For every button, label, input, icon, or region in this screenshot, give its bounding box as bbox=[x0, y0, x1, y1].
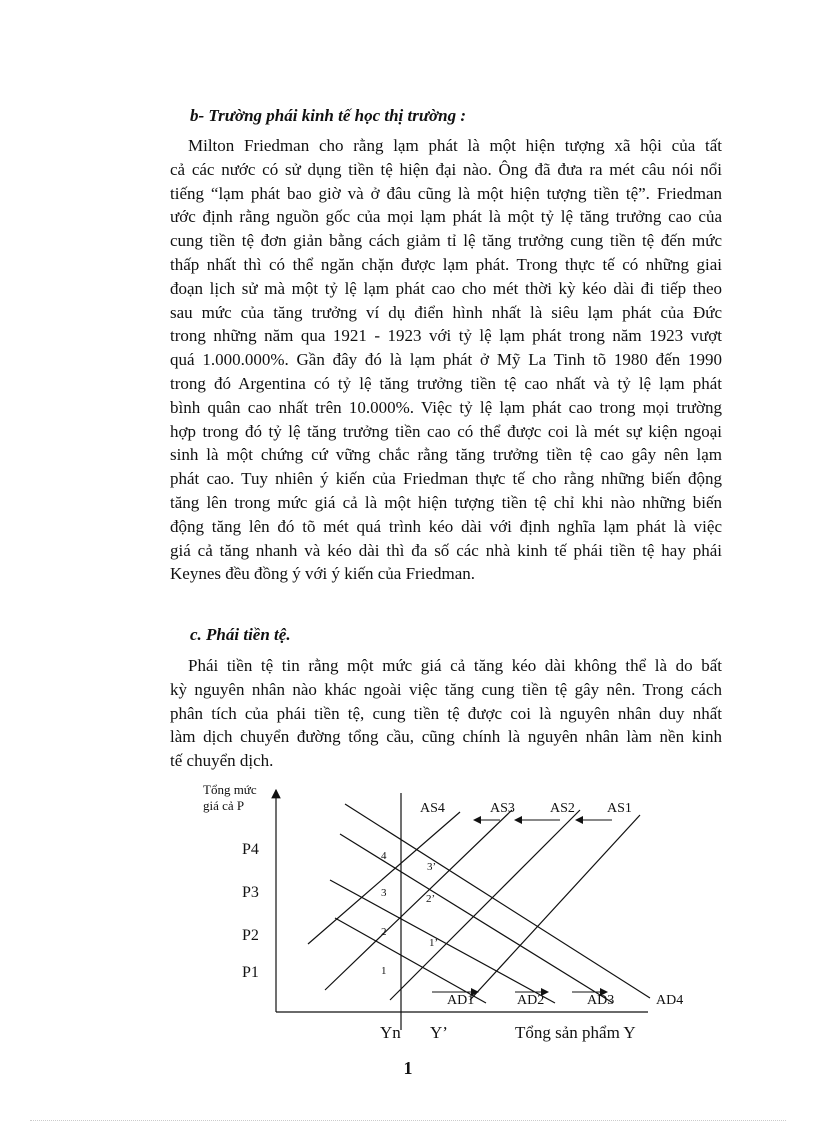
intermediate-point-3: 3’ bbox=[427, 861, 437, 873]
paragraph-line: trong đó Argentina có tỷ lệ tăng trưởng tiền tệ cao nhất và tỷ lệ lạm phát bbox=[170, 373, 722, 393]
equilibrium-point-1: 1 bbox=[381, 965, 387, 977]
ad2-label: AD2 bbox=[517, 993, 545, 1008]
paragraph-line: quá 1.000.000%. Gần đây đó là lạm phát ở Mỹ La Tinh tõ 1980 đến 1990 bbox=[170, 350, 722, 370]
as1-label: AS1 bbox=[607, 801, 632, 816]
paragraph-line: cung tiền tệ đơn giản bằng cách giảm tỉ lệ tăng trưởng cung tiền tệ đến mức bbox=[170, 231, 722, 251]
price-level-p3: P3 bbox=[242, 884, 259, 901]
paragraph-line: đoạn lịch sử mà một tỷ lệ lạm phát cao cho mét thời kỳ kéo dài đi tiếp theo bbox=[170, 278, 722, 298]
paragraph-line: tiếng “lạm phát bao giờ và ở đâu cũng là một hiện tượng tiền tệ”. Friedman bbox=[170, 183, 722, 203]
intermediate-point-2: 2’ bbox=[426, 893, 436, 905]
as4-label: AS4 bbox=[420, 801, 445, 816]
paragraph-line: sau mức của tăng trưởng ví dụ điển hình nhất là siêu lạm phát của Đức bbox=[170, 302, 722, 322]
paragraph-line: Milton Friedman cho rằng lạm phát là một hiện tượng xã hội của tất bbox=[188, 136, 722, 155]
ad1-label: AD1 bbox=[447, 993, 475, 1008]
as2-curve bbox=[390, 810, 580, 1000]
x-axis-label: Tổng sản phẩm Y bbox=[515, 1023, 636, 1042]
paragraph-line: động tăng lên đó tõ mét quá trình kéo dài với định nghĩa lạm phát là việc bbox=[170, 516, 722, 536]
x-tick-y-prime: Y’ bbox=[430, 1023, 448, 1042]
ad2-curve bbox=[330, 880, 555, 1003]
ad1-curve bbox=[335, 918, 486, 1003]
paragraph-line: cả các nước có sử dụng tiền tệ hiện đại nào. Ông đã đưa ra mét câu nói nổi bbox=[170, 159, 722, 179]
y-axis-label-line2: giá cả P bbox=[203, 798, 245, 813]
ad3-label: AD3 bbox=[587, 993, 615, 1008]
y-axis-label-line1: Tổng mức bbox=[203, 782, 257, 797]
paragraph-line: kỳ nguyên nhân nào khác ngoài việc tăng cung tiền tệ gây nên. Trong cách bbox=[170, 679, 722, 699]
paragraph-line: bình quân cao nhất trên 10.000%. Việc tỷ lệ lạm phát cao trong mọi trường bbox=[170, 397, 722, 417]
paragraph-line: giá cả tăng nhanh và kéo dài thì đa số các nhà kinh tế phái tiền tệ hay phái bbox=[170, 540, 722, 560]
intermediate-point-1: 1’ bbox=[429, 937, 439, 949]
paragraph-line: tăng lên trong mức giá cả là một hiện tượng tiền tệ chỉ khi nào những biến bbox=[170, 492, 722, 512]
as4-curve bbox=[308, 812, 460, 944]
ad4-curve bbox=[345, 804, 650, 998]
equilibrium-point-3: 3 bbox=[381, 887, 387, 899]
as3-curve bbox=[325, 810, 512, 990]
as1-curve bbox=[470, 815, 640, 1000]
paragraph-line: hợp trong đó tỷ lệ tăng trưởng tiền cao có thể được coi là mét sự kiện ngoại bbox=[170, 421, 722, 441]
paragraph-line: phân tích của phái tiền tệ, cung tiền tệ được coi là nguyên nhân duy nhất bbox=[170, 703, 722, 723]
paragraph-line: tế chuyển dịch. bbox=[170, 751, 274, 771]
price-level-p4: P4 bbox=[242, 841, 259, 858]
page-number: 1 bbox=[403, 1058, 413, 1078]
paragraph-line: Keynes đều đồng ý với ý kiến của Friedman. bbox=[170, 564, 476, 584]
ad4-label: AD4 bbox=[656, 993, 684, 1008]
equilibrium-point-4: 4 bbox=[381, 850, 387, 862]
as2-label: AS2 bbox=[550, 801, 575, 816]
equilibrium-point-2: 2 bbox=[381, 926, 387, 938]
paragraph-line: làm dịch chuyển đường tổng cầu, cũng chính là nguyên nhân làm nền kinh bbox=[170, 727, 722, 747]
paragraph-line: phát cao. Tuy nhiên ý kiến của Friedman thực tế cho rằng những biến động bbox=[170, 469, 722, 489]
x-tick-yn: Yn bbox=[380, 1023, 401, 1042]
page-footer-rule bbox=[30, 1120, 786, 1121]
section-c-heading: c. Phái tiền tệ. bbox=[190, 625, 291, 644]
paragraph-line: trong những năm qua 1921 - 1923 với tỷ lệ lạm phát trong năm 1923 vượt bbox=[170, 326, 722, 346]
paragraph-line: thấp nhất thì có thể ngăn chặn được lạm phát. Trong thực tế có những giai bbox=[170, 254, 722, 274]
as3-label: AS3 bbox=[490, 801, 515, 816]
paragraph-line: ước định rằng nguồn gốc của mọi lạm phát là một tỷ lệ tăng trưởng cao của bbox=[170, 207, 722, 227]
paragraph-line: sinh là một chứng cứ vững chắc rằng tăng trưởng tiền tệ cao gây nên lạm bbox=[170, 445, 722, 465]
price-level-p2: P2 bbox=[242, 927, 259, 944]
price-level-p1: P1 bbox=[242, 964, 259, 981]
paragraph-line: Phái tiền tệ tin rằng một mức giá cả tăng kéo dài không thể là do bất bbox=[188, 656, 722, 675]
section-b-heading: b- Trường phái kinh tế học thị trường : bbox=[190, 106, 467, 125]
